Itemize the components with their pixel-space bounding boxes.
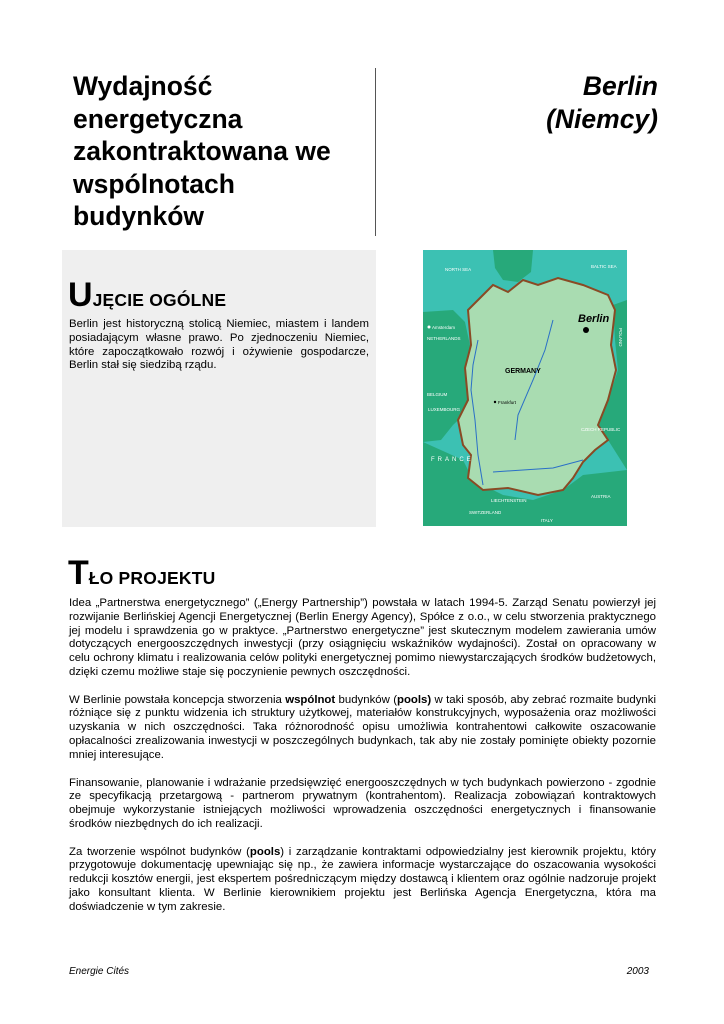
germany-map: [423, 250, 627, 526]
map-label-liechtenstein: LIECHTENSTEIN: [491, 498, 527, 503]
map-label-berlin: Berlin: [578, 313, 610, 325]
map-label-frankfurt: Frankfurt: [498, 400, 517, 405]
background-heading: TŁO PROJEKTU: [68, 554, 216, 592]
map-label-italy: ITALY: [541, 518, 553, 523]
document-title: Wydajność energetyczna zakontraktowana we wspólnotach budynków: [73, 71, 331, 231]
map-label-czech: CZECH REPUBLIC: [581, 427, 621, 432]
map-berlin-dot: [583, 327, 589, 333]
map-label-luxembourg: LUXEMBOURG: [428, 407, 461, 412]
city-title: [398, 70, 658, 135]
paragraph: W Berlinie powstała koncepcja stworzenia wspólnot budynków (pools) w taki sposób, aby zebrać rozmaite budynki różniące się z punktu widzenia ich struktury użytkowej, materiałów konstrukcyjnych, wyposażenia oraz możliwości uzyskania w nich oszczędności. Taka różnorodność opisu umożliwia kontrahentowi całkowite oszacowanie opłacalności zrealizowania inwestycji w poszczególnych budynkach, tak aby nie zostały pominięte obiekty pozornie mniej interesujące.: [69, 693, 656, 761]
paragraph: Za tworzenie wspólnot budynków (pools) i zarządzanie kontraktami odpowiedzialny jest kierownik projektu, który przygotowuje dokumentację upewniając się np., że zawiera informacje wystarczające do oszacowania wysokości redukcji kosztów energii, jest ekspertem pośredniczącym między dostawcą i klientem oraz ogólnie nadzoruje projekt jako konsultant klienta. W Berlinie kierownikiem projektu jest Berlińska Agencja Energetyczna, która ma doświadczenie w tym zakresie.: [69, 845, 656, 913]
overview-text: Berlin jest historyczną stolicą Niemiec, miastem i landem posiadającym własne prawo. Po zjednoczeniu Niemiec, które zapoczątkowało rozwój i ożywienie gospodarcze, Berlin stał się siedzibą rządu.: [69, 318, 369, 372]
map-label-netherlands: NETHERLANDS: [427, 336, 461, 341]
map-label-france: FRANCE: [431, 457, 474, 463]
map-label-germany: GERMANY: [505, 368, 541, 375]
map-label-switzerland: SWITZERLAND: [469, 510, 502, 515]
overview-heading: UJĘCIE OGÓLNE: [68, 276, 227, 314]
footer-year: 2003: [626, 966, 649, 977]
city-name: Berlin: [582, 71, 658, 101]
map-amsterdam-dot: [428, 326, 431, 329]
map-label-baltic-sea: BALTIC SEA: [591, 264, 617, 269]
map-label-austria: AUSTRIA: [591, 494, 611, 499]
map-label-belgium: BELGIUM: [427, 392, 448, 397]
header-divider: [375, 68, 376, 236]
footer-organization: Energie Cités: [69, 966, 130, 977]
map-label-amsterdam: Amsterdam: [432, 325, 456, 330]
map-label-north-sea: NORTH SEA: [445, 267, 472, 272]
paragraph: Idea „Partnerstwa energetycznego” („Energy Partnership”) powstała w latach 1994-5. Zarząd Senatu powierzył jej rozwijanie Berlińskiej Agencji Energetycznej (Berlin Energy Agency), Spółce z o.o., w celu stworzenia praktycznego jej modelu i sprawdzenia go w praktyce. „Partnerstwo energetyczne” jest skutecznym modelem zawierania umów dotyczących energooszczędnych inwestycji (przy osiągnięciu wskaźników wydajności). Został on opracowany w celu ochrony klimatu i realizowania celów polityki energetycznej pomimo niewystarczających środków budżetowych, dzięki czemu możliwe staje się poczynienie pewnych oszczędności.: [69, 597, 656, 678]
country-name: (Niemcy): [546, 103, 658, 134]
paragraph: Finansowanie, planowanie i wdrażanie przedsięwzięć energooszczędnych w tych budynkach powierzono - zgodnie ze specyfikacją przetargową - partnerom prywatnym (kontrahentom). Realizacja zobowiązań kontraktowych obejmuje wykorzystanie istniejących możliwości wprowadzenia oszczędności energetycznych i finansowanie środków niezbędnych do ich realizacji.: [69, 776, 656, 830]
map-label-poland: POLAND: [618, 328, 623, 347]
map-frankfurt-dot: [494, 401, 496, 403]
background-text: [69, 597, 656, 929]
